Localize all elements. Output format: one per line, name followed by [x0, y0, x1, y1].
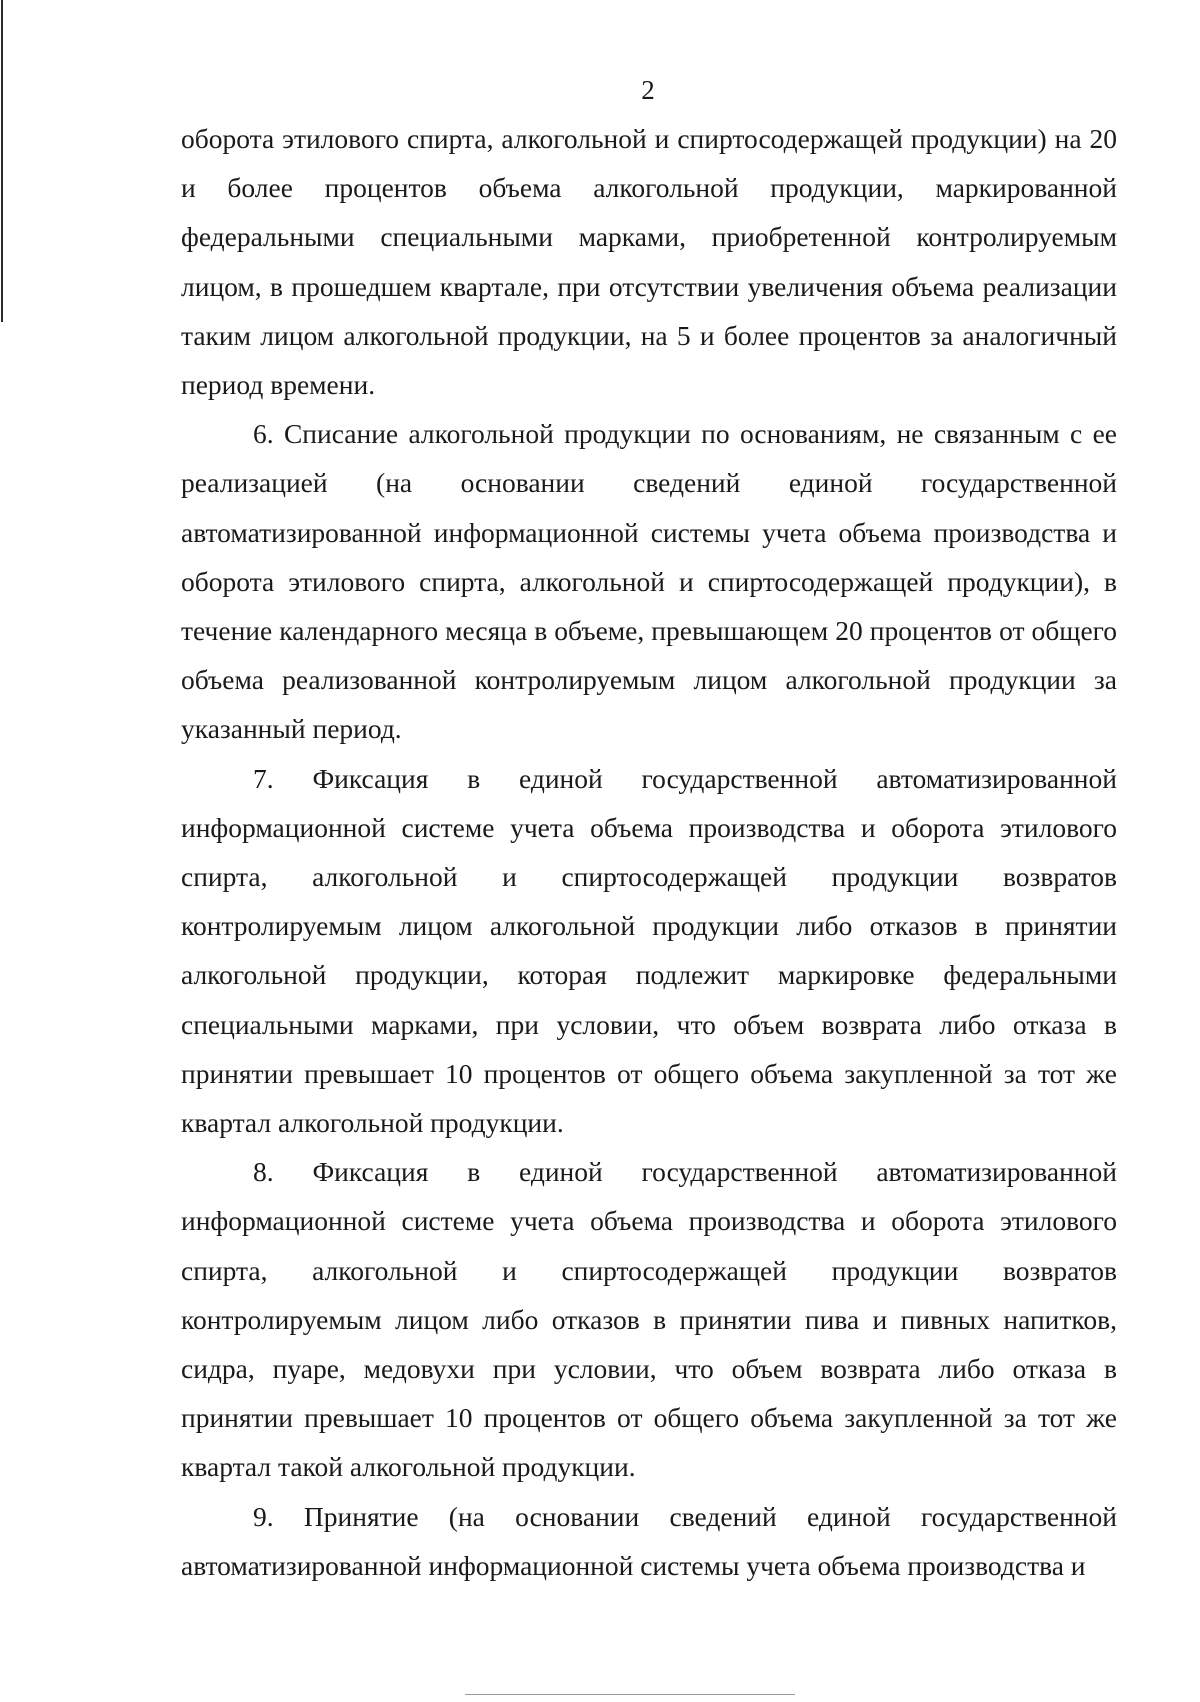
paragraph-item-7: 7. Фиксация в единой государственной автоматизированной информационной системе учета объема производства и оборота этилового спирта, алкогольной и спиртосодержащей продукции возвратов контролируемым лицом алкогольной продукции либо отказов в принятии алкогольной продукции, которая подлежит маркировке федеральными специальными марками, при условии, что объем возврата либо отказа в принятии превышает 10 процентов от общего объема закупленной за тот же квартал алкогольной продукции. [181, 762, 1117, 1139]
document-body [181, 114, 1117, 1590]
page-number: 2 [641, 75, 655, 105]
paragraph-item-9: 9. Принятие (на основании сведений единой государственной автоматизированной информационной системы учета объема производства и [181, 1500, 1117, 1581]
paragraph-item-6: 6. Списание алкогольной продукции по основаниям, не связанным с ее реализацией (на основании сведений единой государственной автоматизированной информационной системы учета объема производства и оборота этилового спирта, алкогольной и спиртосодержащей продукции), в течение календарного месяца в объеме, превышающем 20 процентов от общего объема реализованной контролируемым лицом алкогольной продукции за указанный период. [181, 418, 1117, 745]
scan-edge-shadow [1, 0, 3, 322]
paragraph-continuation: оборота этилового спирта, алкогольной и спиртосодержащей продукции) на 20 и более процентов объема алкогольной продукции, маркированной федеральными специальными марками, приобретенной контролируемым лицом, в прошедшем квартале, при отсутствии увеличения объема реализации таким лицом алкогольной продукции, на 5 и более процентов за аналогичный период времени. [181, 123, 1117, 401]
footer-rule [465, 1694, 795, 1695]
paragraph-item-8: 8. Фиксация в единой государственной автоматизированной информационной системе учета объема производства и оборота этилового спирта, алкогольной и спиртосодержащей продукции возвратов контролируемым лицом либо отказов в принятии пива и пивных напитков, сидра, пуаре, медовухи при условии, что объем возврата либо отказа в принятии превышает 10 процентов от общего объема закупленной за тот же квартал такой алкогольной продукции. [181, 1156, 1117, 1483]
